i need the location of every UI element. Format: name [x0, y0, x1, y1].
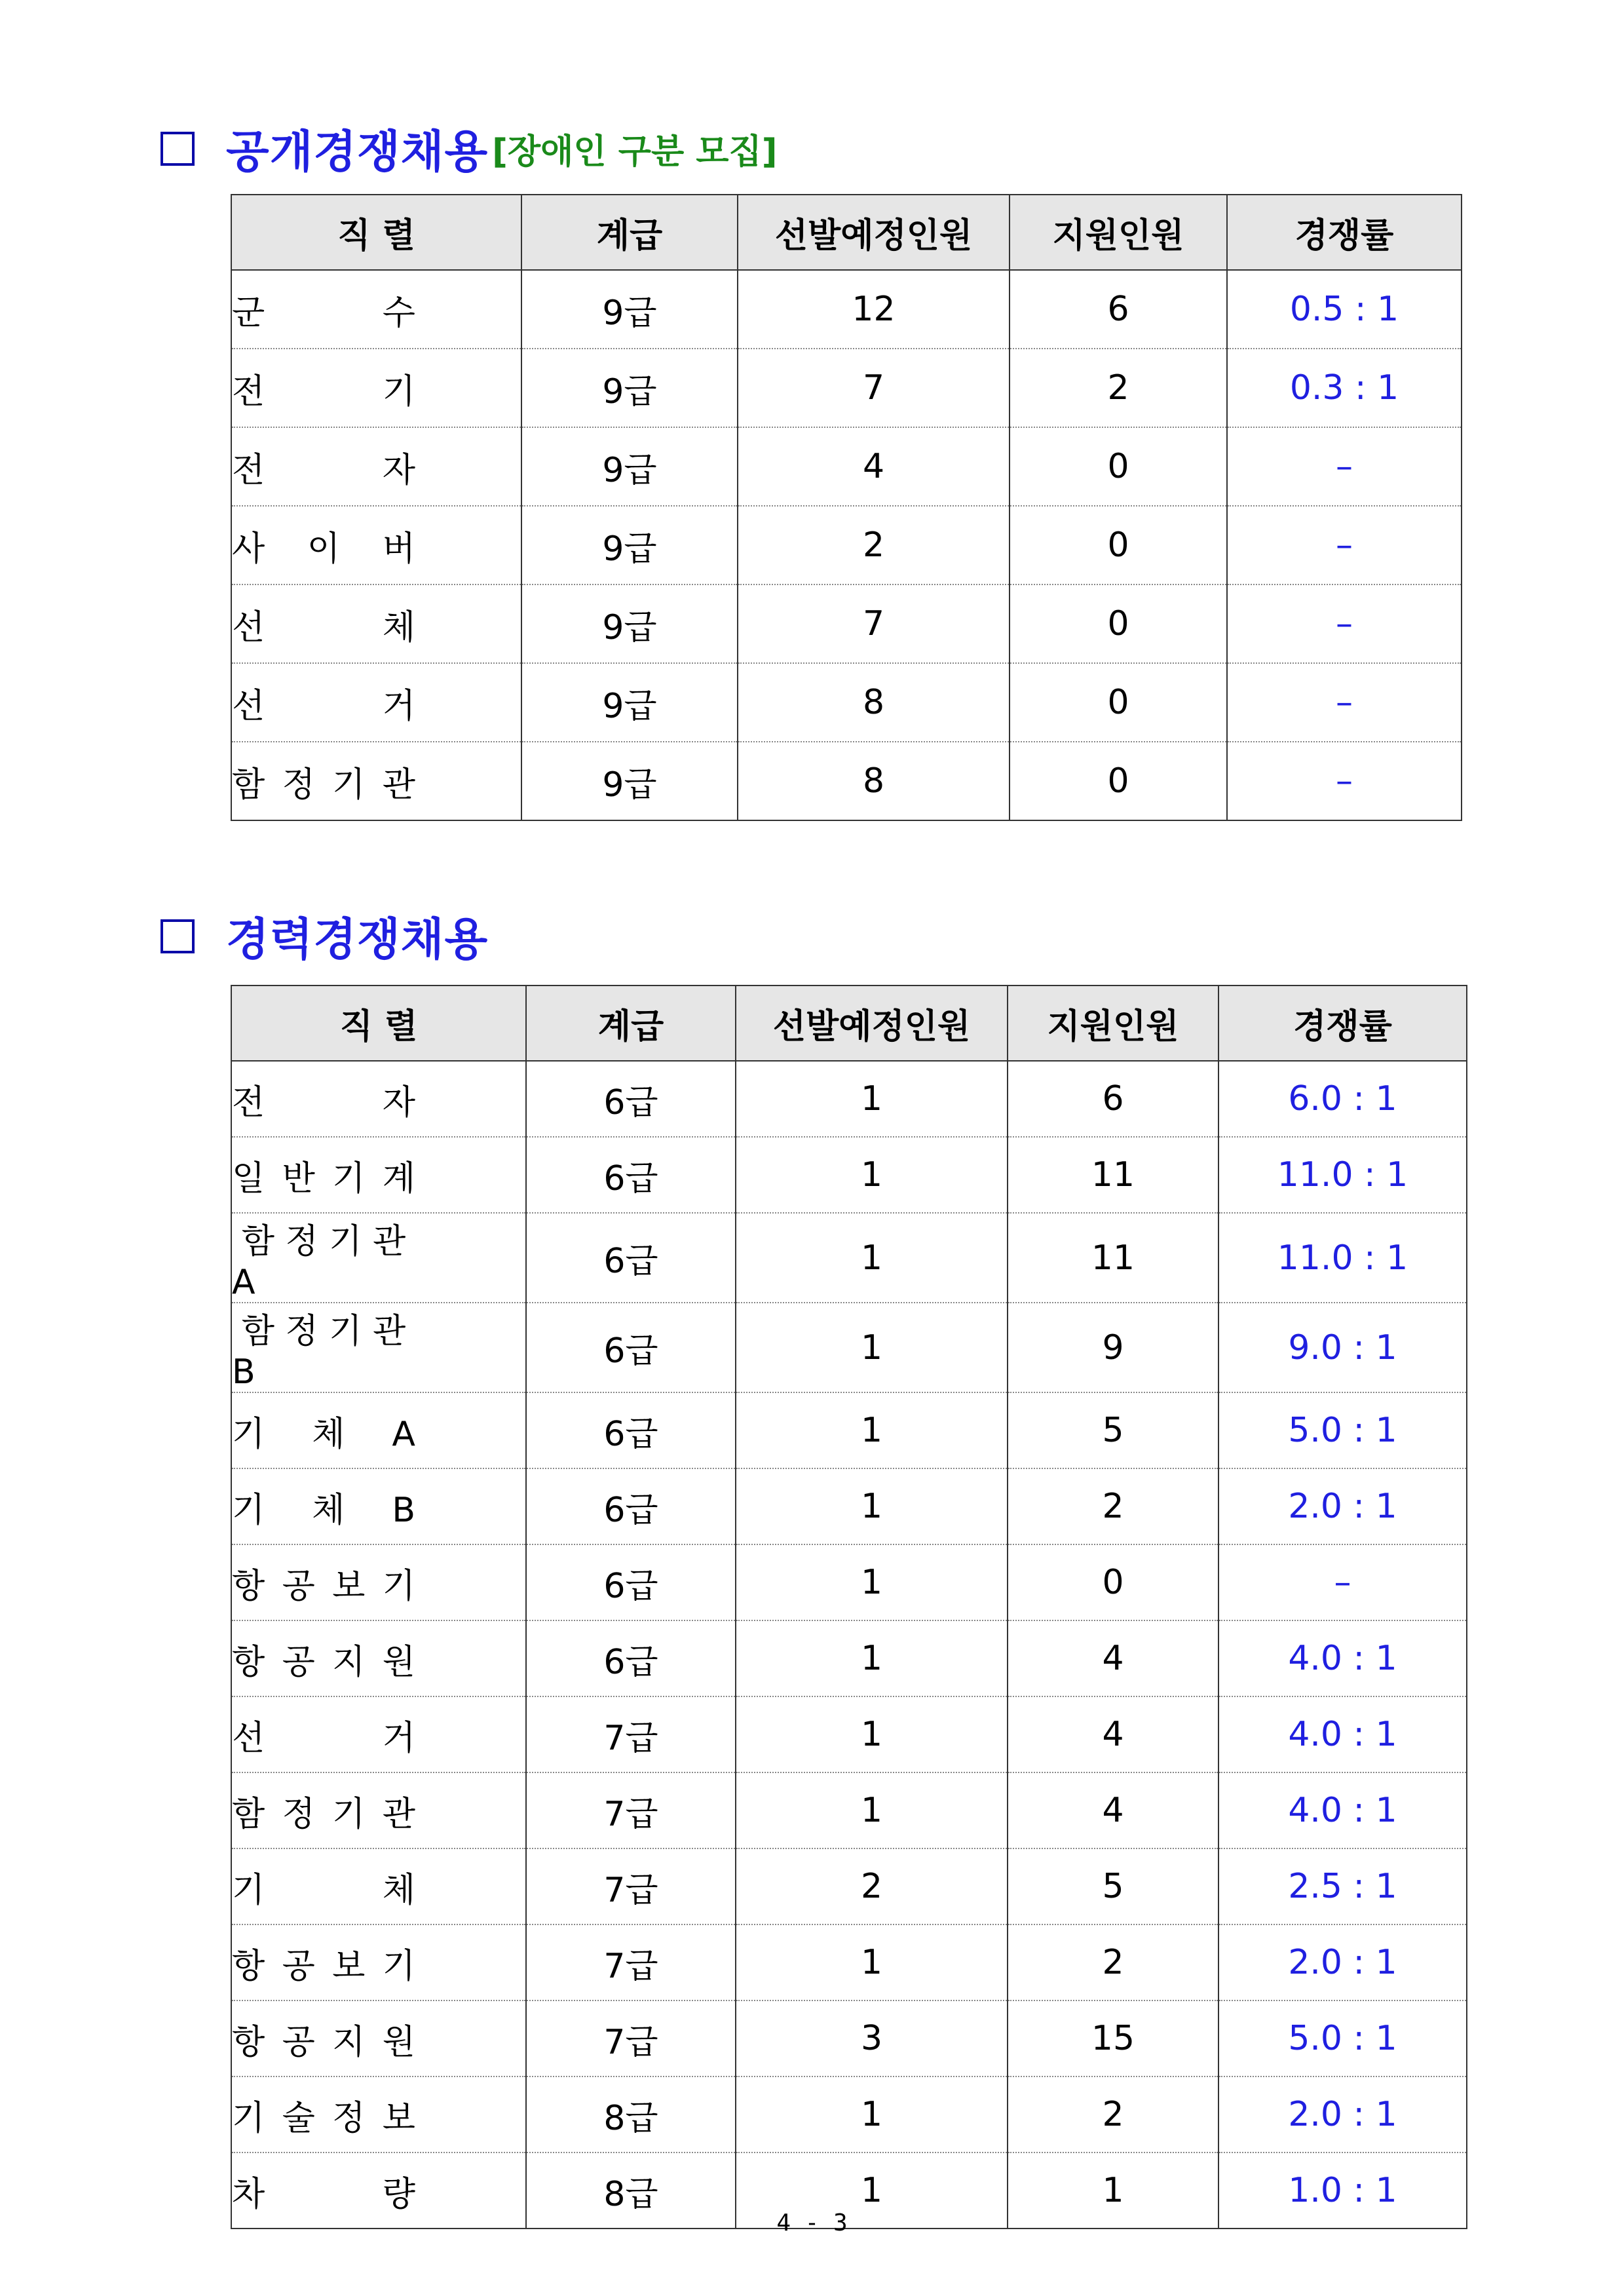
cell-applicants: 1 [1008, 2152, 1218, 2229]
cell-grade: 7급 [526, 2000, 736, 2076]
cell-grade: 8급 [526, 2152, 736, 2229]
cell-planned: 1 [736, 1620, 1008, 1696]
cell-applicants: 4 [1008, 1696, 1218, 1772]
cell-grade: 6급 [526, 1137, 736, 1213]
cell-planned: 1 [736, 1137, 1008, 1213]
cell-grade: 6급 [526, 1544, 736, 1620]
table-header-row [231, 985, 1467, 1061]
career-recruitment-table [231, 985, 1467, 2229]
cell-applicants: 2 [1008, 2076, 1218, 2152]
table-row [231, 584, 1462, 663]
table-row [231, 2000, 1467, 2076]
cell-rate: 5.0 : 1 [1218, 1392, 1467, 1468]
cell-job-series [231, 2000, 526, 2076]
cell-grade: 9급 [521, 349, 738, 427]
cell-job-series [231, 1696, 526, 1772]
cell-job-series [231, 349, 521, 427]
cell-grade: 6급 [526, 1620, 736, 1696]
cell-rate: 6.0 : 1 [1218, 1061, 1467, 1137]
cell-planned: 1 [736, 1061, 1008, 1137]
job-series-label: 전 자 [232, 450, 415, 490]
cell-grade: 6급 [526, 1213, 736, 1303]
cell-grade: 9급 [521, 427, 738, 506]
checkbox-icon [161, 919, 195, 953]
cell-rate: 4.0 : 1 [1218, 1620, 1467, 1696]
cell-grade: 7급 [526, 1772, 736, 1848]
cell-applicants: 0 [1010, 427, 1227, 506]
table-row [231, 1696, 1467, 1772]
cell-rate: 2.0 : 1 [1218, 1924, 1467, 2000]
job-series-label: 선 거 [232, 686, 415, 726]
table-row [231, 742, 1462, 820]
table-row [231, 1772, 1467, 1848]
cell-rate: 2.0 : 1 [1218, 1468, 1467, 1544]
job-series-label: 함 정 기 관 [232, 1794, 415, 1834]
section-title: 공개경쟁채용 [226, 126, 489, 178]
table-row [231, 349, 1462, 427]
section-heading-open-recruitment [161, 117, 778, 180]
section-heading-career-recruitment [161, 904, 488, 968]
job-series-label: 기 체 B [232, 1490, 415, 1530]
cell-rate: 4.0 : 1 [1218, 1772, 1467, 1848]
cell-applicants: 15 [1008, 2000, 1218, 2076]
cell-job-series [231, 663, 521, 742]
table-row [231, 663, 1462, 742]
open-recruitment-table [231, 194, 1462, 821]
cell-rate: – [1227, 584, 1462, 663]
cell-rate: – [1227, 427, 1462, 506]
cell-planned: 1 [736, 1303, 1008, 1392]
table-row [231, 1848, 1467, 1924]
table-header-row [231, 195, 1462, 270]
cell-job-series [231, 1213, 526, 1303]
header-job-series: 직 렬 [231, 985, 526, 1061]
cell-applicants: 5 [1008, 1848, 1218, 1924]
cell-grade: 7급 [526, 1696, 736, 1772]
job-series-label: 항 공 보 기 [232, 1946, 415, 1986]
cell-rate: 1.0 : 1 [1218, 2152, 1467, 2229]
cell-planned: 1 [736, 1924, 1008, 2000]
cell-grade: 9급 [521, 584, 738, 663]
cell-job-series [231, 1137, 526, 1213]
job-series-label: 함 정 기 관 A [232, 1222, 406, 1302]
cell-rate: 5.0 : 1 [1218, 2000, 1467, 2076]
header-planned: 선발예정인원 [738, 195, 1010, 270]
cell-applicants: 0 [1010, 506, 1227, 584]
cell-rate: 0.5 : 1 [1227, 270, 1462, 349]
cell-planned: 1 [736, 2076, 1008, 2152]
job-series-label: 기 체 A [232, 1414, 415, 1454]
cell-job-series [231, 1061, 526, 1137]
cell-planned: 7 [738, 349, 1010, 427]
cell-applicants: 11 [1008, 1213, 1218, 1303]
header-grade: 계급 [526, 985, 736, 1061]
header-applicants: 지원인원 [1010, 195, 1227, 270]
cell-applicants: 9 [1008, 1303, 1218, 1392]
cell-job-series [231, 1772, 526, 1848]
cell-applicants: 2 [1008, 1924, 1218, 2000]
table-row [231, 1303, 1467, 1392]
job-series-label: 항 공 지 원 [232, 2022, 415, 2062]
cell-grade: 6급 [526, 1061, 736, 1137]
cell-rate: 11.0 : 1 [1218, 1137, 1467, 1213]
job-series-label: 항 공 지 원 [232, 1642, 415, 1682]
cell-job-series [231, 1620, 526, 1696]
table-row [231, 1392, 1467, 1468]
job-series-label: 함 정 기 관 [232, 765, 415, 805]
cell-planned: 1 [736, 1696, 1008, 1772]
cell-job-series [231, 1924, 526, 2000]
header-job-series: 직 렬 [231, 195, 521, 270]
cell-job-series [231, 1544, 526, 1620]
job-series-label: 선 체 [232, 607, 415, 647]
cell-planned: 12 [738, 270, 1010, 349]
cell-planned: 1 [736, 1213, 1008, 1303]
cell-applicants: 6 [1008, 1061, 1218, 1137]
job-series-label: 전 자 [232, 1082, 415, 1122]
job-series-label: 기 술 정 보 [232, 2098, 415, 2138]
cell-grade: 9급 [521, 663, 738, 742]
cell-applicants: 4 [1008, 1772, 1218, 1848]
table-row [231, 427, 1462, 506]
cell-planned: 1 [736, 2152, 1008, 2229]
cell-rate: – [1227, 506, 1462, 584]
section-subtitle: [장애인 구분 모집] [492, 132, 778, 172]
cell-planned: 2 [738, 506, 1010, 584]
table-row [231, 506, 1462, 584]
table-row [231, 1137, 1467, 1213]
cell-planned: 1 [736, 1468, 1008, 1544]
page-number: 4 - 3 [776, 2210, 848, 2236]
cell-rate: – [1227, 663, 1462, 742]
cell-applicants: 2 [1008, 1468, 1218, 1544]
cell-rate: – [1218, 1544, 1467, 1620]
cell-job-series [231, 584, 521, 663]
cell-grade: 9급 [521, 506, 738, 584]
cell-grade: 7급 [526, 1848, 736, 1924]
cell-planned: 4 [738, 427, 1010, 506]
cell-planned: 7 [738, 584, 1010, 663]
job-series-label: 선 거 [232, 1718, 415, 1758]
cell-rate: 2.5 : 1 [1218, 1848, 1467, 1924]
table-row [231, 1061, 1467, 1137]
table-row [231, 1544, 1467, 1620]
cell-applicants: 4 [1008, 1620, 1218, 1696]
checkbox-icon [161, 132, 195, 166]
cell-rate: 0.3 : 1 [1227, 349, 1462, 427]
job-series-label: 일 반 기 계 [232, 1158, 415, 1198]
cell-rate: 9.0 : 1 [1218, 1303, 1467, 1392]
header-rate: 경쟁률 [1218, 985, 1467, 1061]
cell-grade: 6급 [526, 1392, 736, 1468]
cell-applicants: 0 [1008, 1544, 1218, 1620]
cell-rate: 2.0 : 1 [1218, 2076, 1467, 2152]
cell-applicants: 0 [1010, 742, 1227, 820]
cell-applicants: 0 [1010, 584, 1227, 663]
table-row [231, 1924, 1467, 2000]
cell-job-series [231, 427, 521, 506]
cell-planned: 8 [738, 663, 1010, 742]
cell-applicants: 2 [1010, 349, 1227, 427]
job-series-label: 차 량 [232, 2174, 415, 2214]
table-row [231, 1213, 1467, 1303]
cell-job-series [231, 1392, 526, 1468]
job-series-label: 항 공 보 기 [232, 1566, 415, 1606]
cell-job-series [231, 1303, 526, 1392]
table-row [231, 2076, 1467, 2152]
cell-rate: 11.0 : 1 [1218, 1213, 1467, 1303]
cell-grade: 6급 [526, 1468, 736, 1544]
job-series-label: 군 수 [232, 293, 415, 333]
cell-job-series [231, 270, 521, 349]
job-series-label: 사 이 버 [232, 529, 415, 569]
cell-job-series [231, 1468, 526, 1544]
job-series-label: 전 기 [232, 372, 415, 411]
header-grade: 계급 [521, 195, 738, 270]
header-planned: 선발예정인원 [736, 985, 1008, 1061]
cell-grade: 6급 [526, 1303, 736, 1392]
table-row [231, 270, 1462, 349]
job-series-label: 기 체 [232, 1870, 415, 1910]
cell-grade: 8급 [526, 2076, 736, 2152]
cell-grade: 7급 [526, 1924, 736, 2000]
cell-rate: 4.0 : 1 [1218, 1696, 1467, 1772]
cell-planned: 2 [736, 1848, 1008, 1924]
cell-rate: – [1227, 742, 1462, 820]
cell-grade: 9급 [521, 742, 738, 820]
header-rate: 경쟁률 [1227, 195, 1462, 270]
cell-grade: 9급 [521, 270, 738, 349]
cell-job-series [231, 2076, 526, 2152]
cell-job-series [231, 742, 521, 820]
cell-job-series [231, 506, 521, 584]
cell-applicants: 6 [1010, 270, 1227, 349]
table-row [231, 1468, 1467, 1544]
cell-planned: 1 [736, 1544, 1008, 1620]
cell-job-series [231, 1848, 526, 1924]
cell-applicants: 0 [1010, 663, 1227, 742]
table-row [231, 1620, 1467, 1696]
cell-applicants: 11 [1008, 1137, 1218, 1213]
section-title: 경력경쟁채용 [226, 914, 489, 966]
cell-planned: 8 [738, 742, 1010, 820]
cell-planned: 1 [736, 1392, 1008, 1468]
job-series-label: 함 정 기 관 B [232, 1312, 406, 1392]
cell-applicants: 5 [1008, 1392, 1218, 1468]
cell-planned: 3 [736, 2000, 1008, 2076]
header-applicants: 지원인원 [1008, 985, 1218, 1061]
cell-planned: 1 [736, 1772, 1008, 1848]
